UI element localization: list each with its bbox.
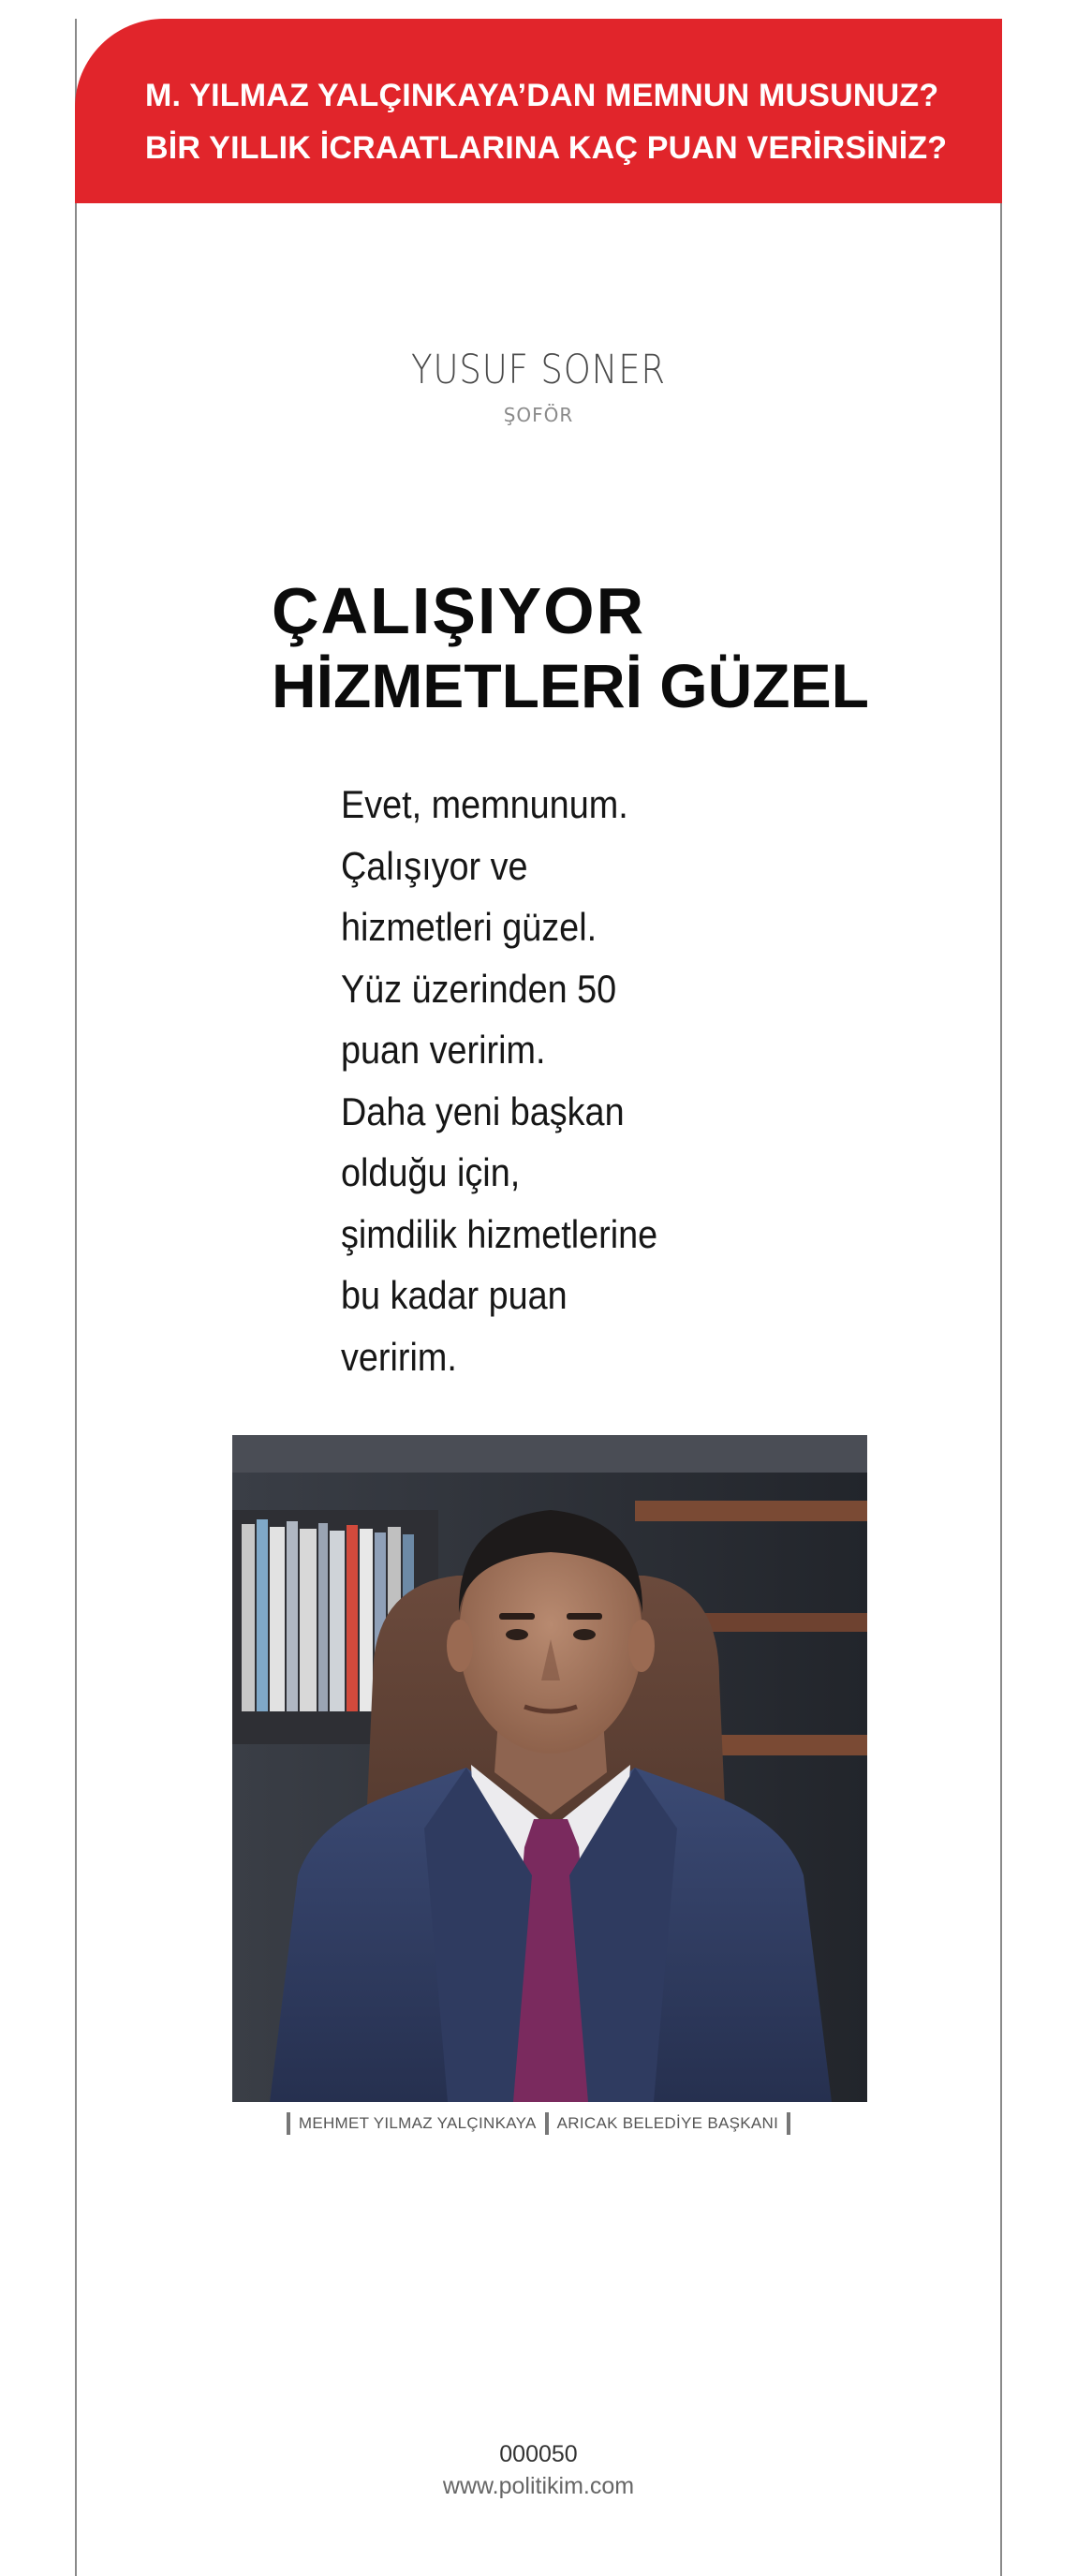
headline-line-1: ÇALIŞIYOR — [272, 574, 646, 647]
answer-line: Evet, memnunum. — [341, 782, 628, 826]
question-banner — [75, 19, 1002, 203]
answer-text — [341, 774, 790, 1387]
answer-line: olduğu için, — [341, 1150, 521, 1194]
respondent-role: ŞOFÖR — [503, 404, 574, 426]
headline — [272, 573, 869, 723]
caption-person-name: MEHMET YILMAZ YALÇINKAYA — [298, 2114, 537, 2132]
respondent-name: YUSUF SONER — [410, 347, 666, 393]
headline-line-2: HİZMETLERİ GÜZEL — [272, 651, 869, 720]
answer-line: veririm. — [341, 1334, 457, 1379]
mayor-portrait-photo — [232, 1435, 867, 2102]
banner-line-2: BİR YILLIK İCRAATLARINA KAÇ PUAN VERİRSİNİZ? — [145, 130, 948, 166]
website-link[interactable]: www.politikim.com — [442, 2473, 635, 2499]
answer-line: Daha yeni başkan — [341, 1088, 625, 1133]
answer-line: puan veririm. — [341, 1028, 546, 1072]
page-number: 000050 — [499, 2441, 578, 2467]
caption-divider — [787, 2112, 790, 2135]
caption-person-title: ARICAK BELEDİYE BAŞKANI — [556, 2114, 779, 2132]
answer-line: şimdilik hizmetlerine — [341, 1211, 658, 1256]
answer-line: bu kadar puan — [341, 1273, 568, 1317]
answer-line: hizmetleri güzel. — [341, 905, 598, 949]
banner-line-1: M. YILMAZ YALÇINKAYA’DAN MEMNUN MUSUNUZ? — [145, 78, 939, 113]
caption-divider — [545, 2112, 549, 2135]
caption-divider — [287, 2112, 290, 2135]
photo-caption — [0, 2112, 1077, 2135]
answer-line: Çalışıyor ve — [341, 843, 528, 888]
answer-line: Yüz üzerinden 50 — [341, 966, 617, 1011]
